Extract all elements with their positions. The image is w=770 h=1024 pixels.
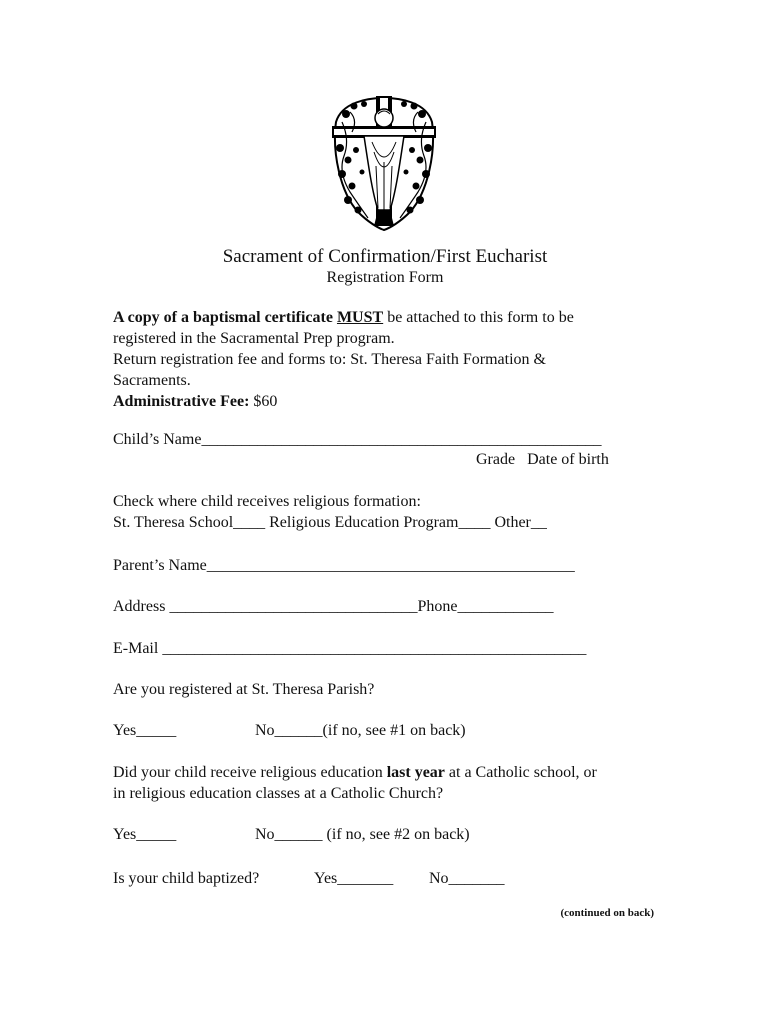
fee-value: $60 (249, 393, 278, 410)
registered-no[interactable]: No______(if no, see #1 on back) (255, 722, 466, 739)
baptized-no[interactable]: No_______ (429, 870, 505, 887)
email-field[interactable]: E-Mail _____________________________________________________ (113, 640, 587, 657)
question-religious-line-1 (113, 763, 597, 783)
question-baptized: Is your child baptized? (113, 870, 260, 887)
religious-no[interactable]: No______ (if no, see #2 on back) (255, 826, 470, 843)
religious-lead: Did your child receive religious education (113, 764, 387, 781)
child-name-field[interactable]: Child’s Name__________________________________________________ (113, 431, 602, 448)
address-phone-field[interactable]: Address _______________________________Phone____________ (113, 598, 554, 615)
administrative-fee (113, 392, 277, 412)
intro-line-2: registered in the Sacramental Prep program. (113, 330, 395, 347)
question-religious-line-2: in religious education classes at a Catholic Church? (113, 785, 444, 802)
religious-last-year: last year (386, 764, 445, 781)
intro-line-4: Sacraments. (113, 372, 191, 389)
parish-crest-logo (328, 92, 440, 232)
parent-name-field[interactable]: Parent’s Name______________________________________________ (113, 557, 575, 574)
intro-lead-rest: be attached to this form to be (383, 309, 574, 326)
baptized-yes[interactable]: Yes_______ (314, 870, 394, 887)
form-title: Sacrament of Confirmation/First Eucharist (222, 246, 548, 267)
intro-line-1 (113, 308, 574, 328)
form-subtitle: Registration Form (326, 269, 444, 286)
fee-label: Administrative Fee: (113, 393, 250, 410)
intro-bold-lead: A copy of a baptismal certificate (113, 309, 337, 326)
religious-yes[interactable]: Yes_____ (113, 826, 177, 843)
question-registered: Are you registered at St. Theresa Parish? (113, 681, 375, 698)
intro-must: MUST (336, 309, 384, 326)
child-name-subtitles: Grade Date of birth (476, 451, 609, 468)
intro-line-3: Return registration fee and forms to: St. Theresa Faith Formation & (113, 351, 546, 368)
religious-rest: at a Catholic school, or (444, 764, 597, 781)
formation-prompt: Check where child receives religious formation: (113, 493, 421, 510)
registered-yes[interactable]: Yes_____ (113, 722, 177, 739)
formation-options[interactable]: St. Theresa School____ Religious Education Program____ Other__ (113, 514, 547, 531)
continued-note: (continued on back) (560, 907, 654, 919)
